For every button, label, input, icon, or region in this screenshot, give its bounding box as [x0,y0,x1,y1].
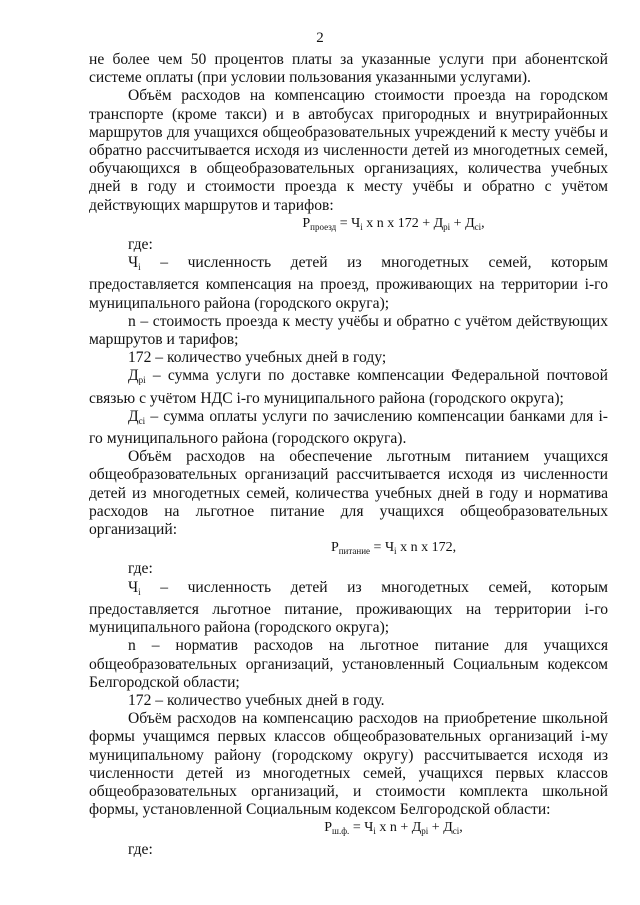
definition-meal-norm: n – норматив расходов на льготное питание для учащихся общеобразовательных организаций, установленный Социальным кодексом Белгородской области; [89,637,608,691]
definition-children-count-meals: $Ч_i$ – численность детей из многодетных семей, которым предоставляется льготное питание, проживающих на территории i-го муниципального района (городского округа); [89,578,608,637]
formula-uniform: $Р_{ш.ф.} = Ч_i$ х $n + Д_{рi} + Д_{сi}$, [324,820,463,837]
definition-fare: n – стоимость проезда к месту учёбы и обратно с учётом действующих маршрутов и тарифов; [89,312,608,349]
formula-transport: $Р_{проезд} = Ч_i$ х n х $172 + Д_{рi} + Д_{сi}$, [302,215,485,232]
definition-children-count: $Ч_i$ – численность детей из многодетных семей, которым предоставляется компенсация на проезд, проживающих на территории i-го муниципального района (городского округа); [89,254,608,312]
definition-study-days-meals: 172 – количество учебных дней в году. [128,691,385,709]
formula-meals: $Р_{питание} = Ч_i$ х n х 172, [330,540,457,557]
paragraph-meals-expenses: Объём расходов на обеспечение льготным питанием учащихся общеобразовательных организаций рассчитывается исходя из численности детей из многодетных семей, количества учебных дней в году и норматива расходов на льготное питание для учащихся общеобразовательных организаций: [89,448,608,539]
document-body [89,51,608,859]
paragraph-uniform-expenses: Объём расходов на компенсацию расходов на приобретение школьной формы учащимся первых классов общеобразовательных организаций i-му муниципальному району (городскому округу) рассчитывается исходя из численности детей из многодетных семей, учащихся первых классов общеобразовательных организаций, и стоимости комплекта школьной формы, установленной Социальным кодексом Белгородской области: [89,710,608,819]
definition-bank-fee: $Д_{сi}$ – сумма оплаты услуги по зачислению компенсации банками для i-го муниципального района (городского округа). [89,407,608,448]
where-label: где: [128,560,153,578]
where-label: где: [128,840,153,858]
paragraph-continuation: не более чем 50 процентов платы за указанные услуги при абонентской системе оплаты (при условии пользования указанными услугами). [89,51,608,87]
definition-study-days: 172 – количество учебных дней в году; [128,349,387,367]
definition-postal-delivery: $Д_{рi}$ – сумма услуги по доставке компенсации Федеральной почтовой связью с учётом НДС i-го муниципального района (городского округа); [89,367,608,407]
paragraph-transport-expenses: Объём расходов на компенсацию стоимости проезда на городском транспорте (кроме такси) и в автобусах пригородных и внутрирайонных маршрутов для учащихся общеобразовательных учреждений к месту учёбы и обратно рассчитывается исходя из численности детей из многодетных семей, обучающихся в общеобразовательных организациях, количества учебных дней в году и стоимости проезда к месту учёбы и обратно с учётом действующих маршрутов и тарифов: [89,87,608,214]
page-number: 2 [316,30,324,46]
where-label: где: [128,236,153,254]
